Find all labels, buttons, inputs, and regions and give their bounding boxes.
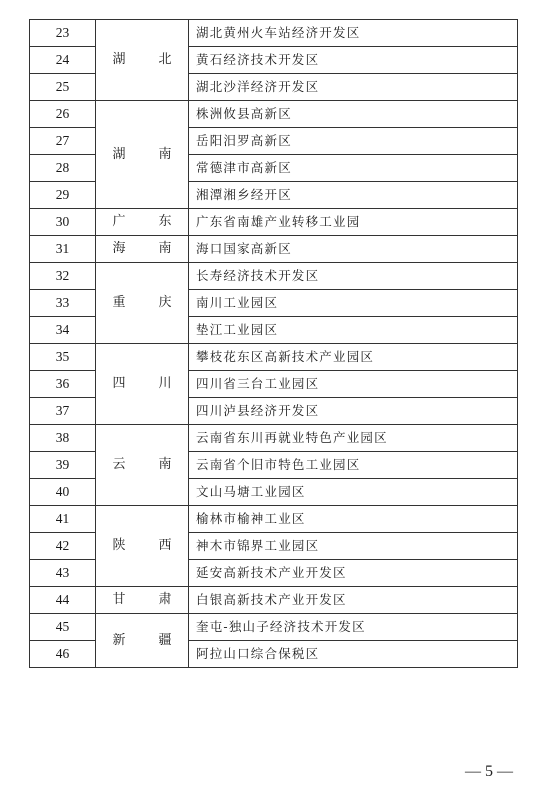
table-row: [30, 236, 518, 263]
province-cell: 湖 北: [96, 20, 189, 101]
province-cell: 云 南: [96, 425, 189, 506]
table-row: [30, 101, 518, 128]
row-number: 33: [30, 290, 96, 317]
zone-name-cell: 南川工业园区: [189, 290, 518, 317]
province-cell: 重 庆: [96, 263, 189, 344]
row-number: 31: [30, 236, 96, 263]
zone-name-cell: 云南省东川再就业特色产业园区: [189, 425, 518, 452]
zone-name-cell: 攀枝花东区高新技术产业园区: [189, 344, 518, 371]
zone-name-cell: 云南省个旧市特色工业园区: [189, 452, 518, 479]
zone-name-cell: 黄石经济技术开发区: [189, 47, 518, 74]
table-row: [30, 587, 518, 614]
row-number: 46: [30, 641, 96, 668]
row-number: 43: [30, 560, 96, 587]
table-row: [30, 425, 518, 452]
row-number: 37: [30, 398, 96, 425]
row-number: 34: [30, 317, 96, 344]
table-row: [30, 209, 518, 236]
row-number: 38: [30, 425, 96, 452]
zone-name-cell: 阿拉山口综合保税区: [189, 641, 518, 668]
row-number: 36: [30, 371, 96, 398]
zone-name-cell: 常德津市高新区: [189, 155, 518, 182]
zone-name-cell: 株洲攸县高新区: [189, 101, 518, 128]
zone-name-cell: 文山马塘工业园区: [189, 479, 518, 506]
zone-name-cell: 神木市锦界工业园区: [189, 533, 518, 560]
zone-name-cell: 四川泸县经济开发区: [189, 398, 518, 425]
zone-name-cell: 白银高新技术产业开发区: [189, 587, 518, 614]
table-row: [30, 614, 518, 641]
row-number: 27: [30, 128, 96, 155]
row-number: 32: [30, 263, 96, 290]
zone-name-cell: 岳阳汨罗高新区: [189, 128, 518, 155]
row-number: 29: [30, 182, 96, 209]
province-cell: 甘 肃: [96, 587, 189, 614]
zone-name-cell: 湘潭湘乡经开区: [189, 182, 518, 209]
zone-list-body: [30, 20, 518, 668]
zone-name-cell: 长寿经济技术开发区: [189, 263, 518, 290]
zone-name-cell: 榆林市榆神工业区: [189, 506, 518, 533]
row-number: 42: [30, 533, 96, 560]
row-number: 41: [30, 506, 96, 533]
row-number: 26: [30, 101, 96, 128]
province-cell: 四 川: [96, 344, 189, 425]
province-cell: 海 南: [96, 236, 189, 263]
table-row: [30, 20, 518, 47]
row-number: 28: [30, 155, 96, 182]
row-number: 40: [30, 479, 96, 506]
zone-name-cell: 广东省南雄产业转移工业园: [189, 209, 518, 236]
zone-list-table: [29, 19, 518, 668]
row-number: 25: [30, 74, 96, 101]
row-number: 44: [30, 587, 96, 614]
province-cell: 新 疆: [96, 614, 189, 668]
table-row: [30, 506, 518, 533]
zone-name-cell: 四川省三台工业园区: [189, 371, 518, 398]
row-number: 23: [30, 20, 96, 47]
row-number: 30: [30, 209, 96, 236]
province-cell: 湖 南: [96, 101, 189, 209]
page-number: — 5 —: [465, 763, 513, 780]
row-number: 24: [30, 47, 96, 74]
zone-name-cell: 延安高新技术产业开发区: [189, 560, 518, 587]
row-number: 39: [30, 452, 96, 479]
zone-name-cell: 奎屯-独山子经济技术开发区: [189, 614, 518, 641]
province-cell: 广 东: [96, 209, 189, 236]
row-number: 35: [30, 344, 96, 371]
table-row: [30, 263, 518, 290]
province-cell: 陕 西: [96, 506, 189, 587]
zone-name-cell: 湖北沙洋经济开发区: [189, 74, 518, 101]
zone-name-cell: 湖北黄州火车站经济开发区: [189, 20, 518, 47]
zone-name-cell: 海口国家高新区: [189, 236, 518, 263]
table-row: [30, 344, 518, 371]
zone-name-cell: 垫江工业园区: [189, 317, 518, 344]
row-number: 45: [30, 614, 96, 641]
